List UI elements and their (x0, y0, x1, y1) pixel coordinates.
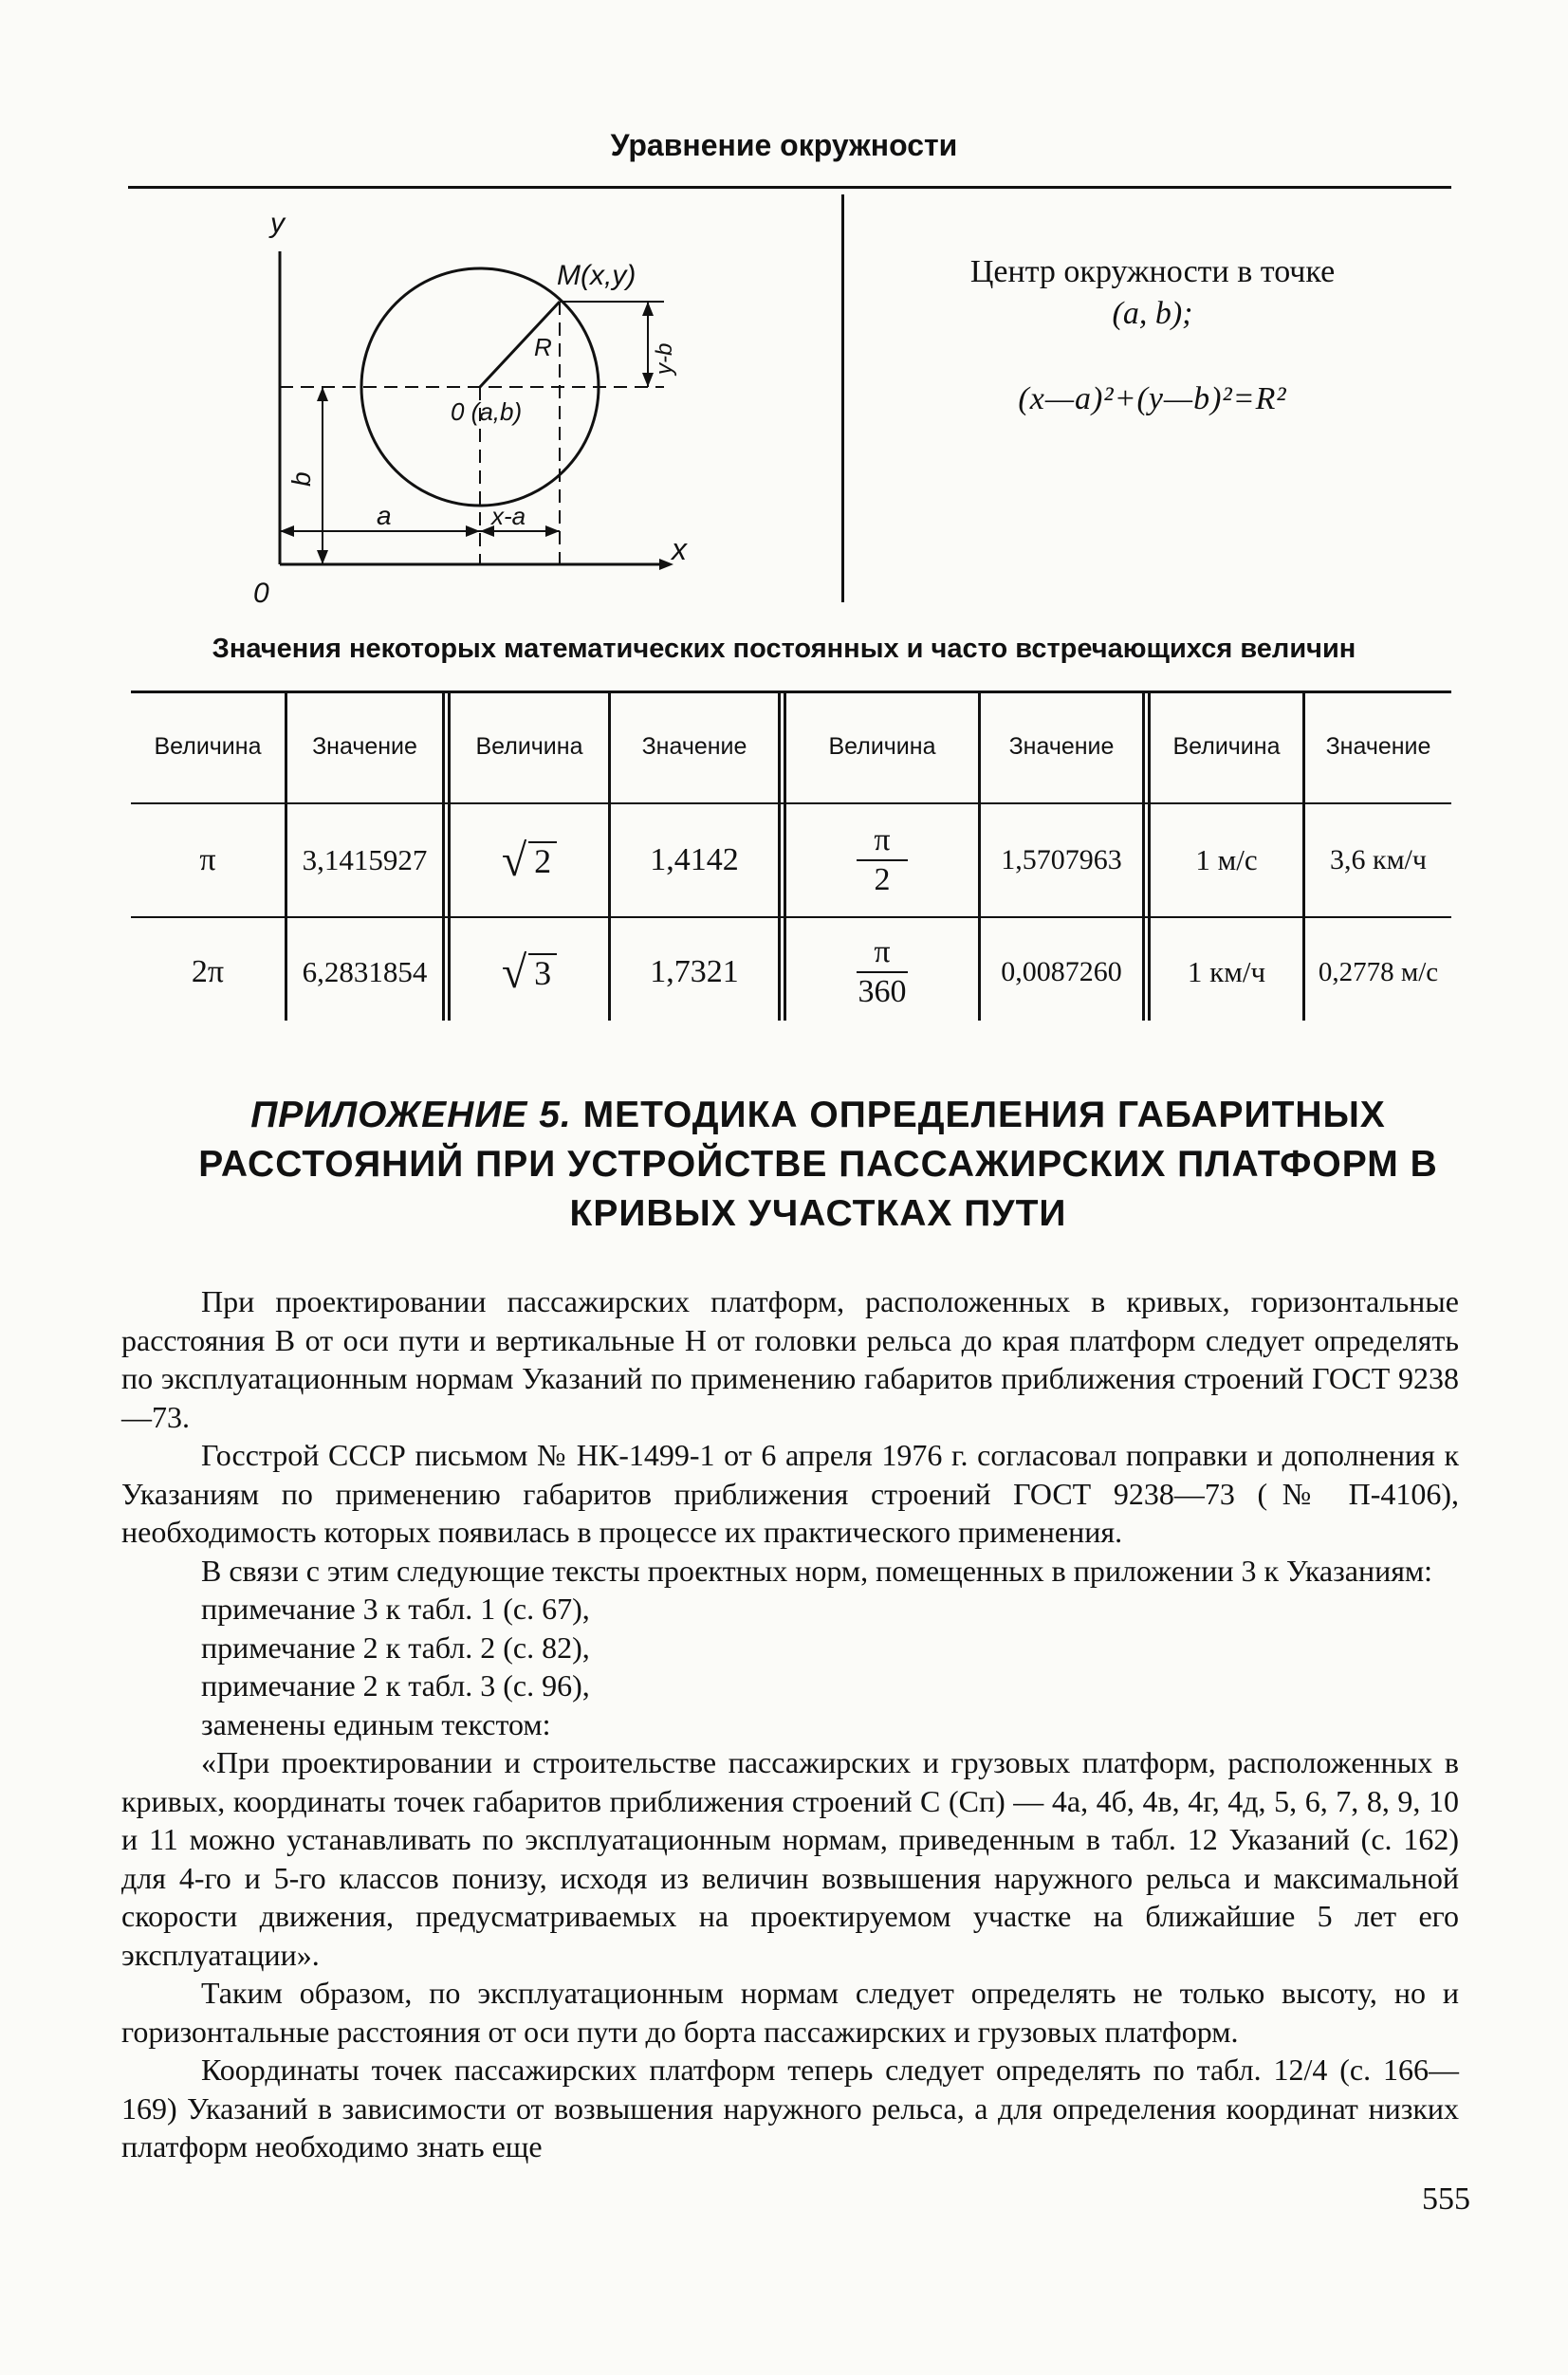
circle-equation-block (128, 185, 1451, 607)
constants-table (131, 690, 1451, 1022)
header-value-1: Значение (312, 732, 417, 760)
row1-value-3: 1,5707963 (1001, 844, 1122, 875)
paragraph-1: При проектировании пассажирских платформ, расположенных в кривых, горизонтальные расстояния B от оси пути и вертикальные H от головки рельса до края платформ следует определять по эксплуатационным нормам Указаний по применению габаритов приближения строений ГОСТ 9238—73. (121, 1284, 1459, 1434)
paragraph-3: В связи с этим следующие тексты проектных норм, помещенных в приложении 3 к Указаниям: (201, 1553, 1433, 1588)
center-label: 0 (a,b) (451, 397, 523, 426)
circle-diagram (128, 185, 697, 607)
header-quantity-4: Величина (1172, 732, 1281, 760)
table-header-rule (131, 802, 1451, 804)
list-item: примечание 3 к табл. 1 (с. 67), (201, 1592, 590, 1626)
replaced-notes-list (121, 1590, 1459, 1743)
circle-center-description (868, 251, 1437, 420)
header-value-4: Значение (1325, 732, 1431, 760)
header-quantity-3: Величина (828, 732, 936, 760)
y-minus-b-label: y-b (652, 342, 677, 375)
b-label: b (286, 471, 316, 487)
body-text (121, 1282, 1459, 2166)
header-value-2: Значение (641, 732, 747, 760)
header-value-3: Значение (1008, 732, 1115, 760)
row2-quantity-1: 2π (191, 954, 225, 989)
paragraph-4: «При проектировании и строительстве пассажирских и грузовых платформ, расположенных в кривых, координаты точек габаритов приближения строений С (Сп) — 4а, 4б, 4в, 4г, 4д, 5, 6, 7, 8, 9, 10 и 11 можно устанавливать по эксплуатационным нормам, приведенным в табл. 12 Указаний (с. 162) для 4-го и 5-го классов понизу, исходя из величин возвышения наружного рельса и максимальной скорости движения, предусматриваемых на проектируемом участке на ближайшие 5 лет его эксплуатации». (121, 1745, 1459, 1972)
r-label: R (534, 333, 552, 361)
row2-value-2: 1,7321 (650, 954, 739, 989)
row1-quantity-2: √ 2 (451, 808, 608, 912)
page-number: 555 (1422, 2182, 1470, 2217)
center-text-line1: Центр окружности в точке (969, 254, 1336, 289)
x-minus-a-label: x-a (491, 502, 526, 530)
circle-equation: (x—a)²+(y—b)²=R² (1018, 381, 1287, 416)
row2-quantity-2: √ 3 (451, 920, 608, 1024)
point-m-label: M(x,y) (557, 260, 636, 291)
origin-label: 0 (253, 578, 269, 607)
row2-value-4: 0,2778 м/с (1318, 956, 1439, 987)
row1-value-2: 1,4142 (650, 842, 739, 877)
appendix-heading (175, 1091, 1461, 1239)
header-quantity-1: Величина (154, 732, 262, 760)
row2-value-1: 6,2831854 (302, 955, 428, 988)
appendix-title: МЕТОДИКА ОПРЕДЕЛЕНИЯ ГАБАРИТНЫХ РАССТОЯНИЙ ПРИ УСТРОЙСТВЕ ПАССАЖИРСКИХ ПЛАТФОРМ В КРИВЫХ УЧАСТКАХ ПУТИ (198, 1095, 1438, 1234)
row1-value-1: 3,1415927 (302, 843, 428, 876)
list-item: примечание 2 к табл. 2 (с. 82), (201, 1629, 590, 1665)
row1-quantity-4: 1 м/с (1195, 843, 1258, 876)
center-text-line2: (a, b); (1112, 296, 1193, 331)
x-axis-label: x (672, 532, 687, 566)
row1-quantity-3: $\frac{\pi}{2}$ (786, 808, 978, 912)
header-quantity-2: Величина (475, 732, 583, 760)
row1-quantity-1: π (199, 842, 216, 877)
paragraph-5: Таким образом, по эксплуатационным нормам следует определять не только высоту, но и горизонтальные расстояния от оси пути до борта пассажирских и грузовых платформ. (121, 1976, 1459, 2049)
constants-title: Значения некоторых математических постоянных и часто встречающихся величин (212, 634, 1356, 664)
row2-quantity-3: $\frac{\pi}{360}$ (858, 934, 907, 1009)
row2-quantity-4: 1 км/ч (1187, 955, 1266, 988)
section-title: Уравнение окружности (610, 128, 958, 162)
row2-value-3: 0,0087260 (1001, 956, 1122, 987)
paragraph-2: Госстрой СССР письмом № НК-1499-1 от 6 апреля 1976 г. согласовал поправки и дополнения к Указаниям по применению габаритов приближения строений ГОСТ 9238—73 (№ П-4106), необходимость которых появилась в процессе их практического применения. (121, 1438, 1459, 1549)
appendix-label: ПРИЛОЖЕНИЕ 5. (250, 1095, 572, 1135)
a-label: a (377, 501, 392, 530)
row1-value-4: 3,6 км/ч (1330, 844, 1427, 875)
list-item: заменены единым текстом: (201, 1706, 551, 1741)
y-axis-label: y (270, 208, 285, 239)
table-row-rule (131, 916, 1451, 918)
list-item: примечание 2 к табл. 3 (с. 96), (201, 1668, 590, 1703)
paragraph-6: Координаты точек пассажирских платформ теперь следует определять по табл. 12/4 (с. 166—169) Указаний в зависимости от возвышения наружного рельса, а для определения координат низких платформ необходимо знать еще (121, 2053, 1459, 2163)
circle-block-divider (841, 194, 844, 602)
